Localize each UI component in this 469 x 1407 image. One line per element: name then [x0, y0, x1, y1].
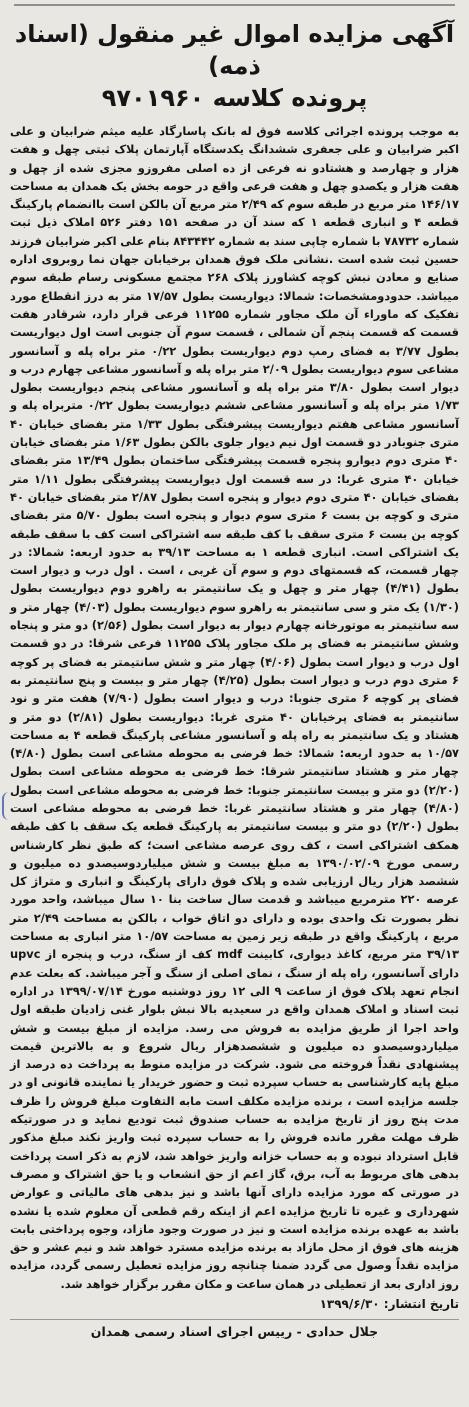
notice-body: به موجب پرونده اجرائی کلاسه فوق له بانک پاسارگاد علیه میثم ضرابیان و علی اکبر ضرابیان و علی جعفری ششدانگ یکدستگاه آپارتمان پلاک ثبتی چهل و هفت هزار و چهارصد و هشتادو نه فرعی از ده اصلی مفروزو مجزی شده از چهل و هفت هزار و یکصدو چهل و هفت فرعی واقع در حومه بخش یک همدان به مساحت ۱۴۶/۱۷ متر مربع در طبقه سوم که ۲/۴۹ متر مربع آن بالکن است باانضمام پارکینگ قطعه ۴ و انباری قطعه ۱ که سند آن در صفحه ۱۵۱ دفتر ۵۲۶ املاک ذیل ثبت شماره ۷۸۷۳۲ با شماره چاپی سند به شماره ۸۴۳۴۴۲ بنام علی اکبر ضرابیان فرزند حسین ثبت شده است .نشانی ملک فوق همدان برخیابان جهان نما روبروی اداره صنایع و معادن نبش کوچه کشاورز پلاک ۲۶۸ مجتمع مسکونی رسام طبقه سوم میباشد. حدودومشخصات: شمالا: دیواریست بطول ۱۷/۵۷ متر به درز انقطاع مورد تفکیک که ماوراء آن ملک مجاور شماره ۱۱۲۵۵ فرعی قرار دارد، شرقادر هفت قسمت که قسمت پنجم آن شمالی ، قسمت سوم آن جنوبی است اول دیواریست بطول ۳/۷۷ به فضای رمپ دوم دیواریست بطول ۰/۲۲ متر براه پله و آسانسور مشاعی سوم دیواریست بطول ۲/۰۹ متر براه پله و آسانسور مشاعی چهارم درب و دیوار است بطول ۳/۸۰ متر براه پله و آسانسور مشاعی پنجم دیواریست بطول ۱/۷۳ متر براه پله و آسانسور مشاعی ششم دیواریست بطول ۰/۲۲ متربراه پله و آسانسور مشاعی هفتم دیواریست پیشرفتگی بطول ۱/۳۳ متر بفضای خیابان ۴۰ متری جنوبادر دو قسمت اول نیم دیوار جلوی بالکن بطول ۱/۶۳ متر بفضای خیابان ۴۰ متری دوم دیوارو پنجره قسمت پیشرفتگی ساختمان بطول ۱۳/۴۹ متر بفضای خیابان ۴۰ متری غربا: در سه قسمت اول دیواریست پیشرفتگی بطول ۱/۱۱ متر بفضای خیابان ۴۰ متری دوم دیوار و پنجره است بطول ۲/۸۷ متر بفضای خیابان ۴۰ متری و کوچه بن بست ۶ متری سوم دیوار و پنجره است بطول ۵/۷۰ متر بفضای کوچه بن بست ۶ متری سقف با کف طبقه سه اشتراکی است کف با سقف طبقه یک اشتراکی است. انباری قطعه ۱ به مساحت ۳۹/۱۳ به حدود اربعه: شمالا: در چهار قسمت، که قسمتهای دوم و سوم آن غربی ، است . اول درب و دیوار است بطول (۴/۴۱) چهار متر و چهل و یک سانتیمتر به راهرو دوم دیواریست بطول (۱/۳۰) یک متر و سی سانتیمتر به راهرو سوم دیواریست بطول (۴/۰۳) چهار متر و سه سانتیمتر به موتورخانه چهارم دیوار به دیوار است بطول (۲/۵۶) دو متر و پنجاه وشش سانتیمتر به فضای پر ملک مجاور پلاک ۱۱۲۵۵ فرعی شرقا: در دو قسمت اول درب و دیوار است بطول (۴/۰۶) چهار متر و شش سانتیمتر به فضای پر کوچه ۶ متری دوم درب و دیوار است بطول (۴/۲۵) چهار متر و بیست و پنج سانتیمتر به فضای پر کوچه ۶ متری جنوبا: درب و دیوار است بطول (۷/۹۰) هفت متر و نود سانتیمتر به فضای پرخیابان ۴۰ متری غربا: دیواریست بطول (۲/۸۱) دو متر و هشتاد و یک سانتیمتر به راه پله و آسانسور مشاعی پارکینگ قطعه ۴ به مساحت ۱۰/۵۷ به حدود اربعه: شمالا: خط فرضی به محوطه مشاعی است بطول (۴/۸۰) چهار متر و هشتاد سانتیمتر شرقا: خط فرضی به محوطه مشاعی است بطول (۲/۲۰) دو متر و بیست سانتیمتر جنوبا: خط فرضی به محوطه مشاعی است بطول (۴/۸۰) چهار متر و هشتاد سانتیمتر غربا: خط فرضی به محوطه مشاعی است بطول (۲/۲۰) دو متر و بیست سانتیمتر به پارکینگ قطعه یک سقف با کف طبقه همکف اشتراکی است ، کف روی عرصه مشاعی است؛ که طبق نظر کارشناس رسمی مورخ ۱۳۹۰/۰۲/۰۹ به مبلغ بیست و شش میلیاردوسیصدو ده میلیون و ششصد هزار ریال ارزیابی شده و پلاک فوق دارای پارکینگ و انباری و متراژ کل عرصه ۲۲۰ مترمربع میباشد و قدمت سال ساخت بنا ۱۰ سال میباشد، واحد مورد نظر بصورت تک واحدی بوده و دارای دو اتاق خواب ، بالکن به مساحت ۲/۴۹ متر مربع ، پارکینگ واقع در طبقه زیر زمین به مساحت ۱۰/۵۷ متر انباری به مساحت ۳۹/۱۳ متر مربع، کاغذ دیواری، کابینت mdf کف از سنگ، درب و پنجره از upvc دارای آسانسور، راه پله از سنگ ، نمای اصلی از سنگ و آجر میباشد. که بعلت عدم انجام تعهد پلاک فوق از ساعت ۹ الی ۱۲ روز دوشنبه مورخ ۱۳۹۹/۰۷/۱۴ در اداره ثبت اسناد و املاک همدان واقع در سعیدیه بالا نبش بلوار غنی زادیان طبقه اول واحد اجرا از طریق مزایده به فروش می رسد. مزایده از مبلغ بیست و شش میلیاردوسیصدو ده میلیون و ششصدهزار ریال شروع و به بالاترین قیمت پیشنهادی نقداً فروخته می شود. شرکت در مزایده منوط به پرداخت ده درصد از مبلغ پایه کارشناسی به حساب سپرده ثبت و حضور خریدار یا نماینده قانونی او در جلسه مزایده است ، برنده مزایده مکلف است مابه التفاوت مبلغ فروش را ظرف مدت پنج روز از تاریخ مزایده به حساب صندوق ثبت تودیع نماید و در صورتیکه ظرف مهلت مقرر مانده فروش را به حساب سپرده ثبت واریز نکند مبلغ مذکور قابل استرداد نبوده و به حساب خزانه واریز خواهد شد، لازم به ذکر است پرداخت بدهی های مربوط به آب، برق، گاز اعم از حق انشعاب و یا حق اشتراک و مصرف در صورتی که مورد مزایده دارای آنها باشد و نیز بدهی های مالیاتی و عوارض شهرداری و غیره تا تاریخ مزایده اعم از اینکه رقم قطعی آن معلوم شده یا نشده باشد به عهده برنده مزایده است و نیز در صورت وجود مازاد، وجوه پرداختی بابت هزینه های فوق از محل مازاد به برنده مزایده مسترد خواهد شد و نیم عشر و حق مزایده نقداً وصول می گردد ضمنا چنانچه روز مزایده تعطیل رسمی گردد، مزایده روز اداری بعد از تعطیلی در همان ساعت و مکان مقرر برگزار خواهد شد.	[10, 124, 460, 1291]
top-border-line	[14, 4, 455, 14]
signature-line: جلال حدادی - رییس اجرای اسناد رسمی همدان	[10, 1319, 459, 1342]
publication-date: تاریخ انتشار: ۱۳۹۹/۶/۳۰	[319, 1297, 459, 1311]
file-number: پرونده کلاسه ۹۷۰۱۹۶۰	[101, 84, 368, 112]
notice-title: آگهی مزایده اموال غیر منقول (اسناد ذمه)	[14, 20, 455, 80]
pen-mark-icon	[2, 792, 16, 820]
